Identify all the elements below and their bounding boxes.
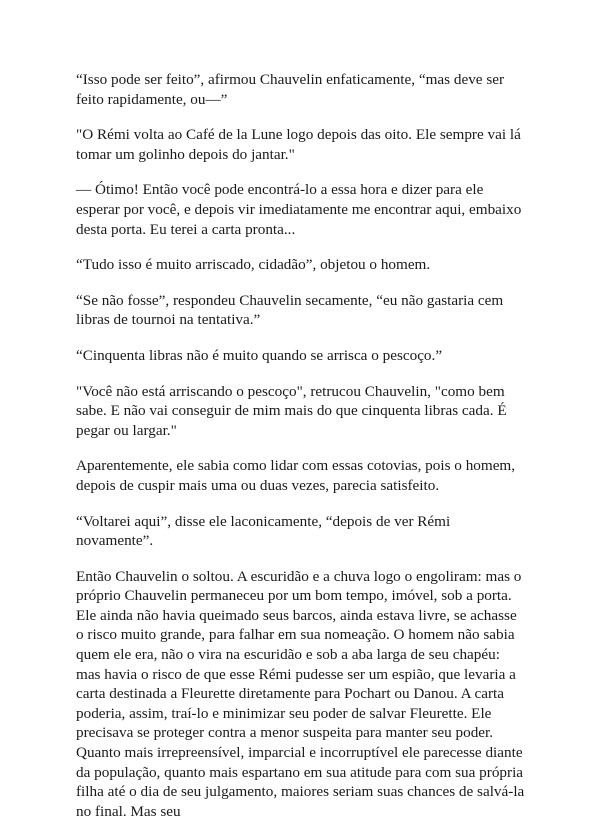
paragraph: “Cinquenta libras não é muito quando se arrisca o pescoço.” bbox=[76, 346, 443, 364]
paragraph: “Isso pode ser feito”, afirmou Chauvelin enfaticamente, “mas deve ser feito rapidamente, ou—” bbox=[76, 71, 505, 108]
paragraph: Aparentemente, ele sabia como lidar com essas cotovias, pois o homem, depois de cuspir mais uma ou duas vezes, parecia satisfeito. bbox=[76, 457, 516, 494]
paragraph: — Ótimo! Então você pode encontrá-lo a essa hora e dizer para ele esperar por você, e depois vir imediatamente me encontrar aqui, embaixo desta porta. Eu terei a carta pronta... bbox=[76, 181, 522, 238]
paragraph: “Voltarei aqui”, disse ele laconicamente, “depois de ver Rémi novamente”. bbox=[76, 512, 451, 550]
document-page bbox=[76, 70, 528, 837]
paragraph: "O Rémi volta ao Café de la Lune logo depois das oito. Ele sempre vai lá tomar um golinho depois do jantar." bbox=[76, 126, 521, 163]
paragraph: “Tudo isso é muito arriscado, cidadão”, objetou o homem. bbox=[76, 256, 431, 274]
paragraph: Então Chauvelin o soltou. A escuridão e a chuva logo o engoliram: mas o próprio Chauvelin permaneceu por um bom tempo, imóvel, sob a porta. Ele ainda não havia queimado seus barcos, ainda estava livre, se achasse o risco muito grande, para falhar em sua nomeação. O homem não sabia quem ele era, não o vira na escuridão e sob a aba larga de seu chapéu: mas havia o risco de que esse Rémi pudesse ser um espião, que levaria a carta destinada a Fleurette diretamente para Pochart ou Danou. A carta poderia, assim, traí-lo e minimizar seu poder de salvar Fleurette. Ele precisava se proteger contra a menor suspeita para manter seu poder. Quanto mais irrepreensível, imparcial e incorruptível ele parecesse diante da população, quanto mais espartano em sua atitude para com sua própria filha até o dia de seu julgamento, maiores seriam suas chances de salvá-la no final. Mas seu bbox=[76, 567, 525, 820]
paragraph: “Se não fosse”, respondeu Chauvelin secamente, “eu não gastaria cem libras de tournoi na tentativa.” bbox=[76, 291, 504, 329]
paragraph: "Você não está arriscando o pescoço", retrucou Chauvelin, "como bem sabe. E não vai conseguir de mim mais do que cinquenta libras cada. É pegar ou largar." bbox=[76, 382, 507, 439]
